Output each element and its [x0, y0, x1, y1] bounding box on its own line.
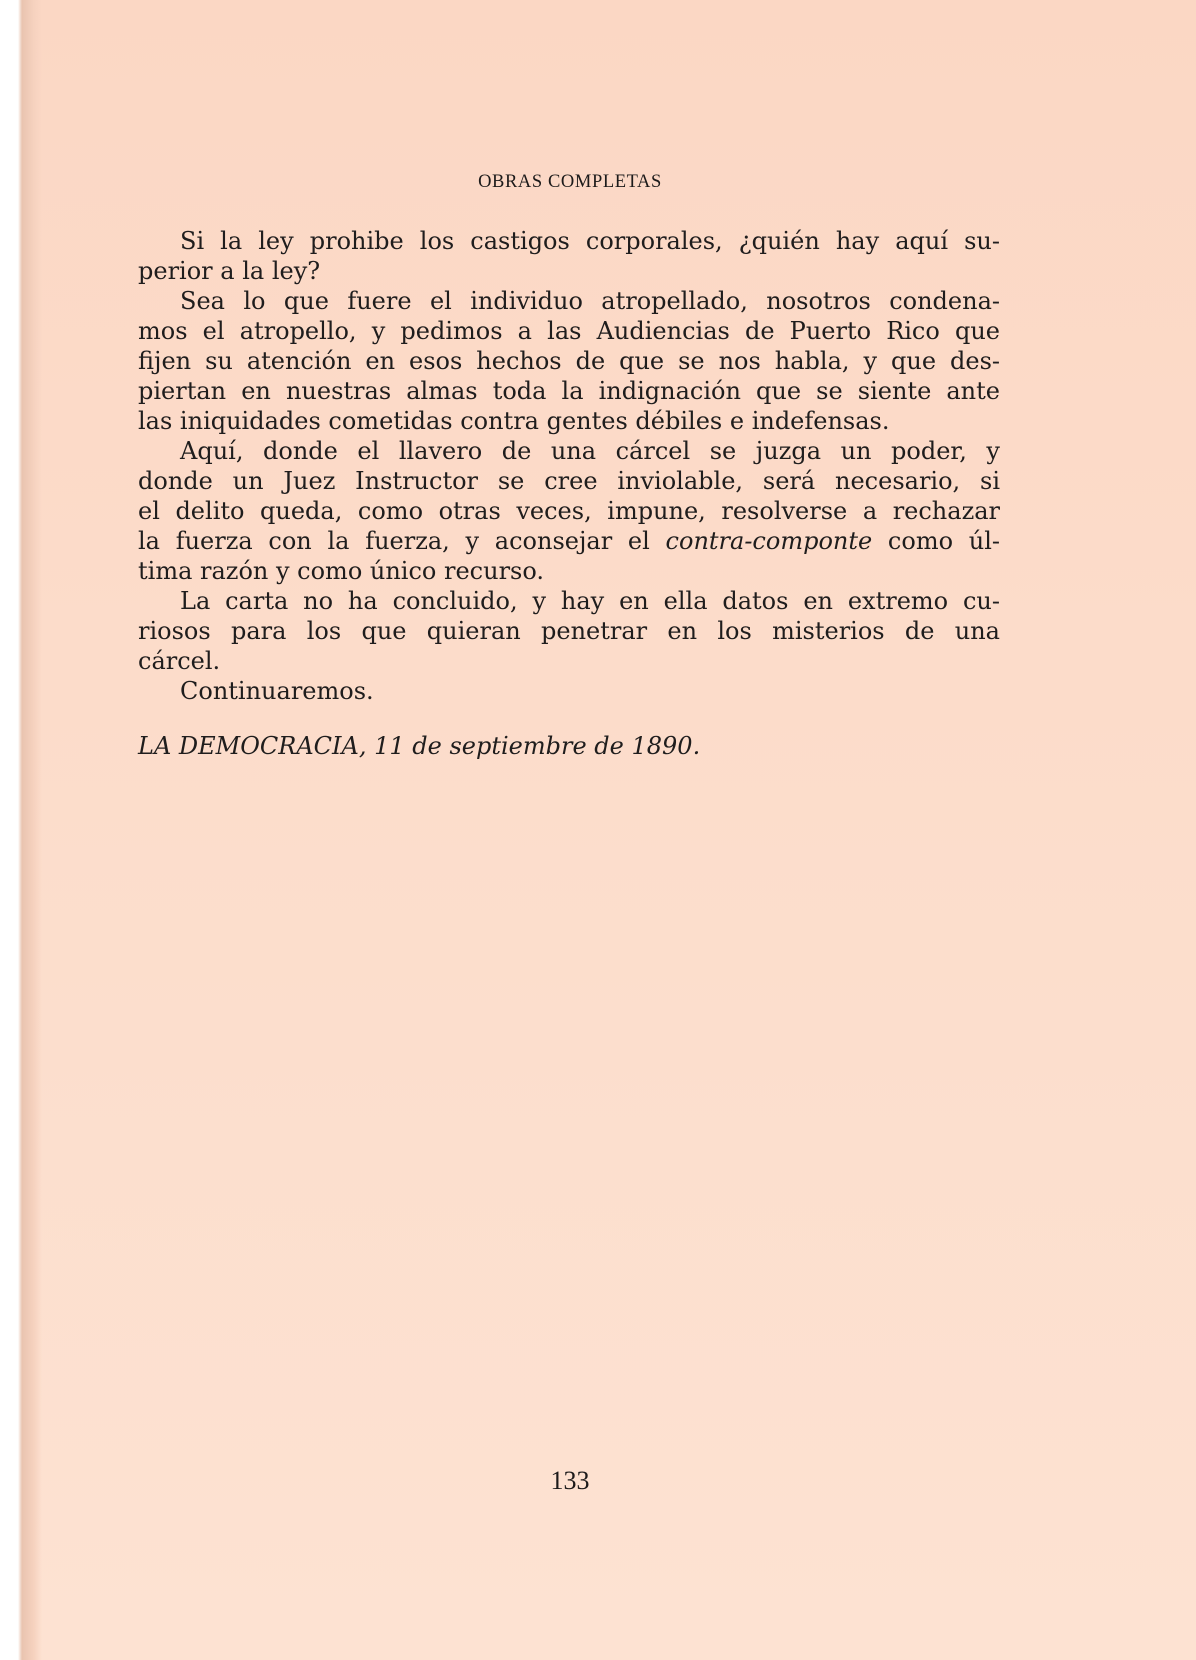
page-number: 133	[550, 1466, 590, 1495]
text-line: riosos para los que quieran penetrar en los misterios de una	[138, 617, 1000, 645]
text-line: Si la ley prohibe los castigos corporales, ¿quién hay aquí su-	[180, 227, 1000, 255]
text-line: el delito queda, como otras veces, impune, resolverse a rechazar	[138, 497, 1000, 525]
text-line-with-italic	[138, 526, 1000, 556]
text-line: perior a la ley?	[138, 257, 321, 285]
text-line: Sea lo que fuere el individuo atropellado, nosotros condena-	[180, 287, 1000, 315]
source-citation: LA DEMOCRACIA, 11 de septiembre de 1890.	[138, 732, 701, 760]
text-segment: la fuerza con la fuerza, y aconsejar el	[138, 527, 666, 555]
text-line: tima razón y como único recurso.	[138, 557, 545, 585]
text-line: fijen su atención en esos hechos de que se nos habla, y que des-	[138, 347, 1000, 375]
text-line: donde un Juez Instructor se cree inviolable, será necesario, si	[138, 467, 1000, 495]
text-line: Aquí, donde el llavero de una cárcel se juzga un poder, y	[180, 437, 1000, 465]
text-line: mos el atropello, y pedimos a las Audiencias de Puerto Rico que	[138, 317, 1000, 345]
text-line: piertan en nuestras almas toda la indignación que se siente ante	[138, 377, 1000, 405]
running-header: OBRAS COMPLETAS	[478, 172, 662, 192]
text-line: Continuaremos.	[180, 677, 374, 705]
text-line: las iniquidades cometidas contra gentes débiles e indefensas.	[138, 407, 890, 435]
body-text	[138, 226, 1000, 706]
page-edge	[0, 0, 42, 1660]
text-line: cárcel.	[138, 647, 221, 675]
italic-term: contra-componte	[665, 527, 873, 555]
text-segment: como úl-	[872, 527, 1000, 555]
text-line: La carta no ha concluido, y hay en ella datos en extremo cu-	[180, 587, 1000, 615]
